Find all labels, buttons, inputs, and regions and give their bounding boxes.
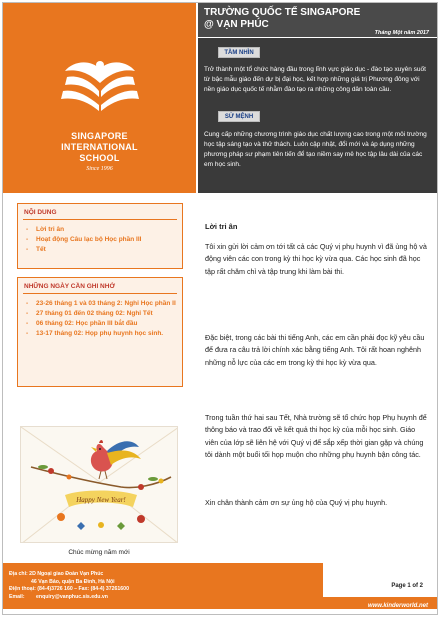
letter-paragraph-2: Đặc biệt, trong các bài thi tiếng Anh, các em cần phải đọc kỹ yêu cầu để đưa ra câu trả lời chính xác bằng tiếng Anh. Tôi rất hoan nghênh những nỗ lực của các em trong kỳ thi học kỳ vừa qua. — [205, 333, 425, 367]
contents-divider — [23, 219, 177, 220]
key-dates-list — [26, 300, 178, 340]
letter-paragraph-1: Tôi xin gửi lời cảm ơn tới tất cả các Quý vị phụ huynh vì đã ủng hộ và động viên các con trong kỳ thi học kỳ vừa qua. Các học sinh đã học tập rất chăm chỉ và tập trung khi làm bài thi. — [205, 242, 427, 276]
list-item: - 13-17 tháng 02: Họp phụ huynh học sinh. — [26, 330, 178, 338]
school-name-line2: INTERNATIONAL — [61, 142, 138, 152]
mission-label: SỨ MỆNH — [218, 111, 260, 122]
footer-contact — [9, 571, 259, 601]
title-line1: TRƯỜNG QUỐC TẾ SINGAPORE — [204, 7, 361, 18]
page-number: Page 1 of 2 — [391, 583, 423, 589]
vision-text: Trở thành một tổ chức hàng đầu trong lĩnh vực giáo dục - đào tạo xuyên suốt từ bậc mẫu giáo đến dự bị đại học, kết hợp những giá trị Phương đông với nền giáo dục quốc tế nhằm đào tạo ra những công dân toàn cầu. — [204, 66, 426, 93]
footer-address: Địa chỉ: 2D Ngoại giao Đoàn Vạn Phúc — [9, 571, 104, 577]
list-item: - 27 tháng 01 đến 02 tháng 02: Nghỉ Tết — [26, 310, 178, 318]
footer-page-area — [323, 563, 437, 597]
list-item: - 23-26 tháng 1 và 03 tháng 2: Nghỉ Học phần II — [26, 300, 178, 308]
footer-email-row — [9, 594, 259, 602]
contents-heading: NỘI DUNG — [24, 209, 57, 216]
mission-text: Cung cấp những chương trình giáo dục chất lượng cao trong một môi trường học tập sáng tạo và thử thách. Luôn cập nhật, đổi mới và áp dụng những phương pháp sư phạm tiên tiến để tạo niềm say mê học tập lâu dài của các em học sinh. — [204, 131, 427, 168]
letter-title: Lời tri ân — [205, 222, 238, 231]
list-item: - Tết — [26, 246, 141, 254]
footer-phone: Điện thoại: (84-4)3726 160 – Fax: (84-4) 37261600 — [9, 586, 129, 593]
footer-email-label: Email: — [9, 593, 25, 600]
letter-paragraph-4: Xin chân thành cảm ơn sự ủng hộ của Quý vị phụ huynh. — [205, 498, 388, 507]
newsletter-title-bar — [198, 3, 437, 37]
vision-mission-panel — [198, 38, 437, 193]
key-dates-box — [17, 277, 183, 387]
website-link[interactable]: www.kinderworld.net — [367, 603, 428, 609]
new-year-card-image — [20, 426, 178, 543]
footer-email[interactable]: enquiry@vanphuc.sis.edu.vn — [36, 593, 108, 600]
key-dates-heading: NHỮNG NGÀY CẦN GHI NHỚ — [24, 283, 115, 290]
school-name-line3: SCHOOL — [79, 153, 120, 163]
hands-book-logo-icon — [55, 55, 145, 125]
contents-list — [26, 226, 141, 256]
card-greeting: Happy New Year! — [76, 496, 126, 504]
footer-address-2: 46 Vạn Bảo, quận Ba Đình, Hà Nội — [31, 578, 115, 585]
issue-date: Tháng Một năm 2017 — [374, 30, 429, 36]
key-dates-divider — [23, 293, 177, 294]
letter-paragraph-3: Trong tuần thứ hai sau Tết, Nhà trường sẽ tổ chức họp Phụ huynh để thông báo và trao đổi về kết quả thi học kỳ của mỗi học sinh. Giáo viên của lớp sẽ liên hệ với Quý vị để sắp xếp thời gian gặp và chúng tôi dành một buổi tối họp muộn cho những phụ huynh bận công tác. — [205, 413, 427, 459]
list-item: - 06 tháng 02: Học phần III bắt đầu — [26, 320, 178, 328]
school-name-line1: SINGAPORE — [71, 131, 128, 141]
card-caption: Chúc mừng năm mới — [68, 549, 130, 556]
vision-label: TẦM NHÌN — [218, 47, 260, 58]
school-logo-panel — [3, 3, 196, 193]
contents-box — [17, 203, 183, 269]
list-item: - Hoạt động Câu lạc bộ Học phần III — [26, 236, 141, 244]
rooster-illustration-icon — [21, 427, 178, 543]
since-year: Since 1996 — [86, 166, 113, 172]
list-item: - Lời tri ân — [26, 226, 141, 234]
title-line2: @ VẠN PHÚC — [204, 19, 269, 30]
